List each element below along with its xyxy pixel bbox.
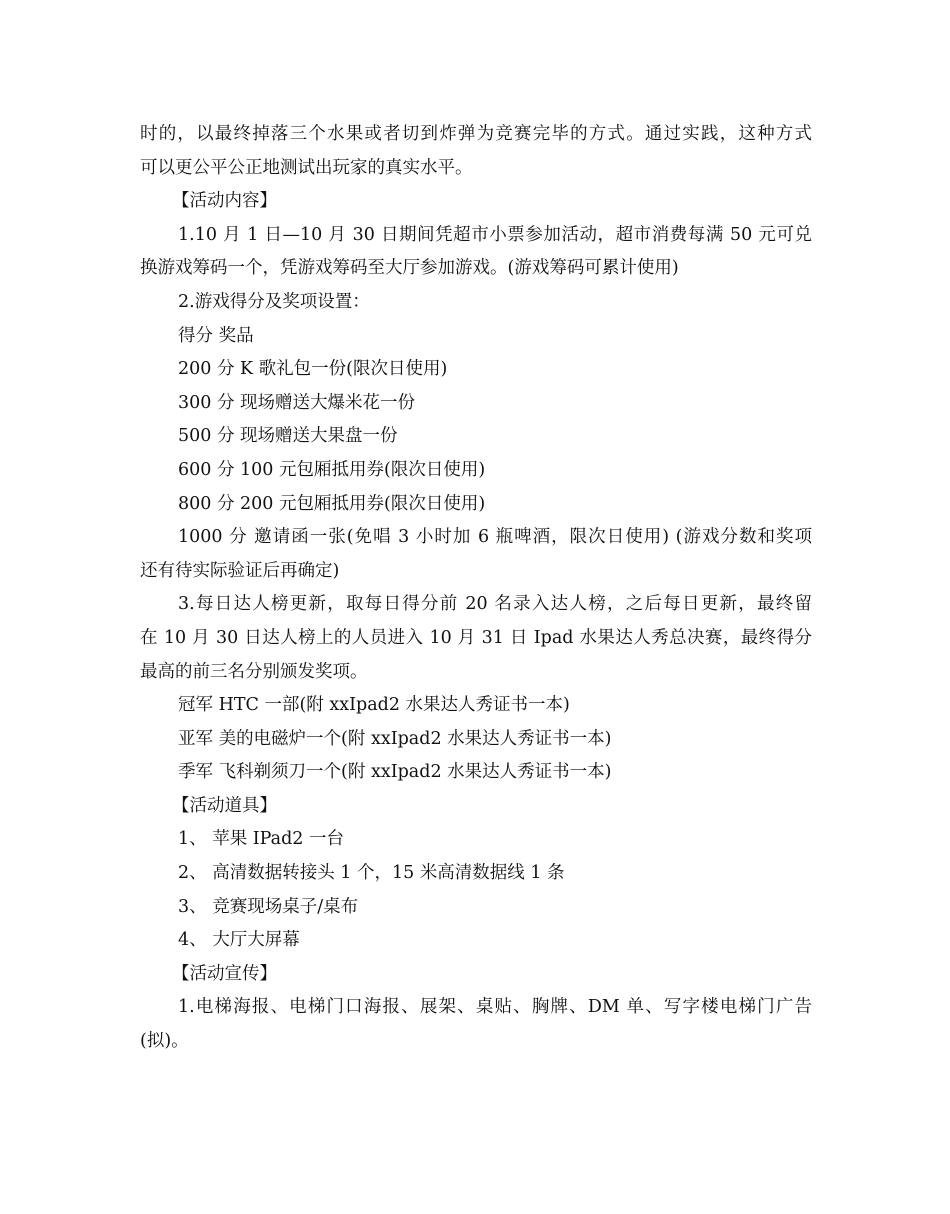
text-line: 换游戏筹码一个，凭游戏筹码至大厅参加游戏。(游戏筹码可累计使用) — [140, 258, 679, 279]
text-line: 还有待实际验证后再确定) — [140, 560, 340, 581]
text-line: 4、 大厅大屏幕 — [178, 930, 300, 951]
section-heading: 【活动内容】 — [172, 191, 277, 212]
text-line: 最高的前三名分别颁发奖项。 — [140, 661, 368, 682]
text-line: 1、 苹果 IPad2 一台 — [178, 829, 344, 850]
text-line: 得分 奖品 — [178, 325, 254, 346]
text-line: 亚军 美的电磁炉一个(附 xxIpad2 水果达人秀证书一本) — [178, 728, 612, 749]
text-line: 冠军 HTC 一部(附 xxIpad2 水果达人秀证书一本) — [178, 695, 570, 716]
text-line: 2.游戏得分及奖项设置： — [178, 291, 370, 312]
text-line: (拟)。 — [140, 1031, 189, 1052]
text-line: 3.每日达人榜更新，取每日得分前 20 名录入达人榜，之后每日更新，最终留 — [178, 594, 812, 615]
text-line: 600 分 100 元包厢抵用券(限次日使用) — [178, 459, 486, 480]
text-line: 可以更公平公正地测试出玩家的真实水平。 — [140, 157, 473, 178]
text-line: 在 10 月 30 日达人榜上的人员进入 10 月 31 日 Ipad 水果达人秀总决赛，最终得分 — [140, 627, 812, 648]
text-line: 2、 高清数据转接头 1 个，15 米高清数据线 1 条 — [178, 863, 565, 884]
text-line: 季军 飞科剃须刀一个(附 xxIpad2 水果达人秀证书一本) — [178, 762, 612, 783]
text-line: 800 分 200 元包厢抵用券(限次日使用) — [178, 493, 486, 514]
text-line: 300 分 现场赠送大爆米花一份 — [178, 392, 416, 413]
text-line: 200 分 K 歌礼包一份(限次日使用) — [178, 359, 448, 380]
text-line: 3、 竞赛现场桌子/桌布 — [178, 896, 359, 917]
section-heading: 【活动宣传】 — [172, 963, 277, 984]
text-line: 时的，以最终掉落三个水果或者切到炸弹为竞赛完毕的方式。通过实践，这种方式 — [140, 124, 812, 144]
text-line: 1.10 月 1 日—10 月 30 日期间凭超市小票参加活动，超市消费每满 50 元可兑 — [178, 224, 812, 245]
document-body — [140, 118, 812, 1059]
text-line: 500 分 现场赠送大果盘一份 — [178, 426, 398, 447]
text-line: 1.电梯海报、电梯门口海报、展架、桌贴、胸牌、DM 单、写字楼电梯门广告 — [178, 997, 812, 1018]
section-heading: 【活动道具】 — [172, 795, 277, 816]
text-line: 1000 分 邀请函一张(免唱 3 小时加 6 瓶啤酒，限次日使用) (游戏分数和奖项 — [178, 527, 812, 548]
